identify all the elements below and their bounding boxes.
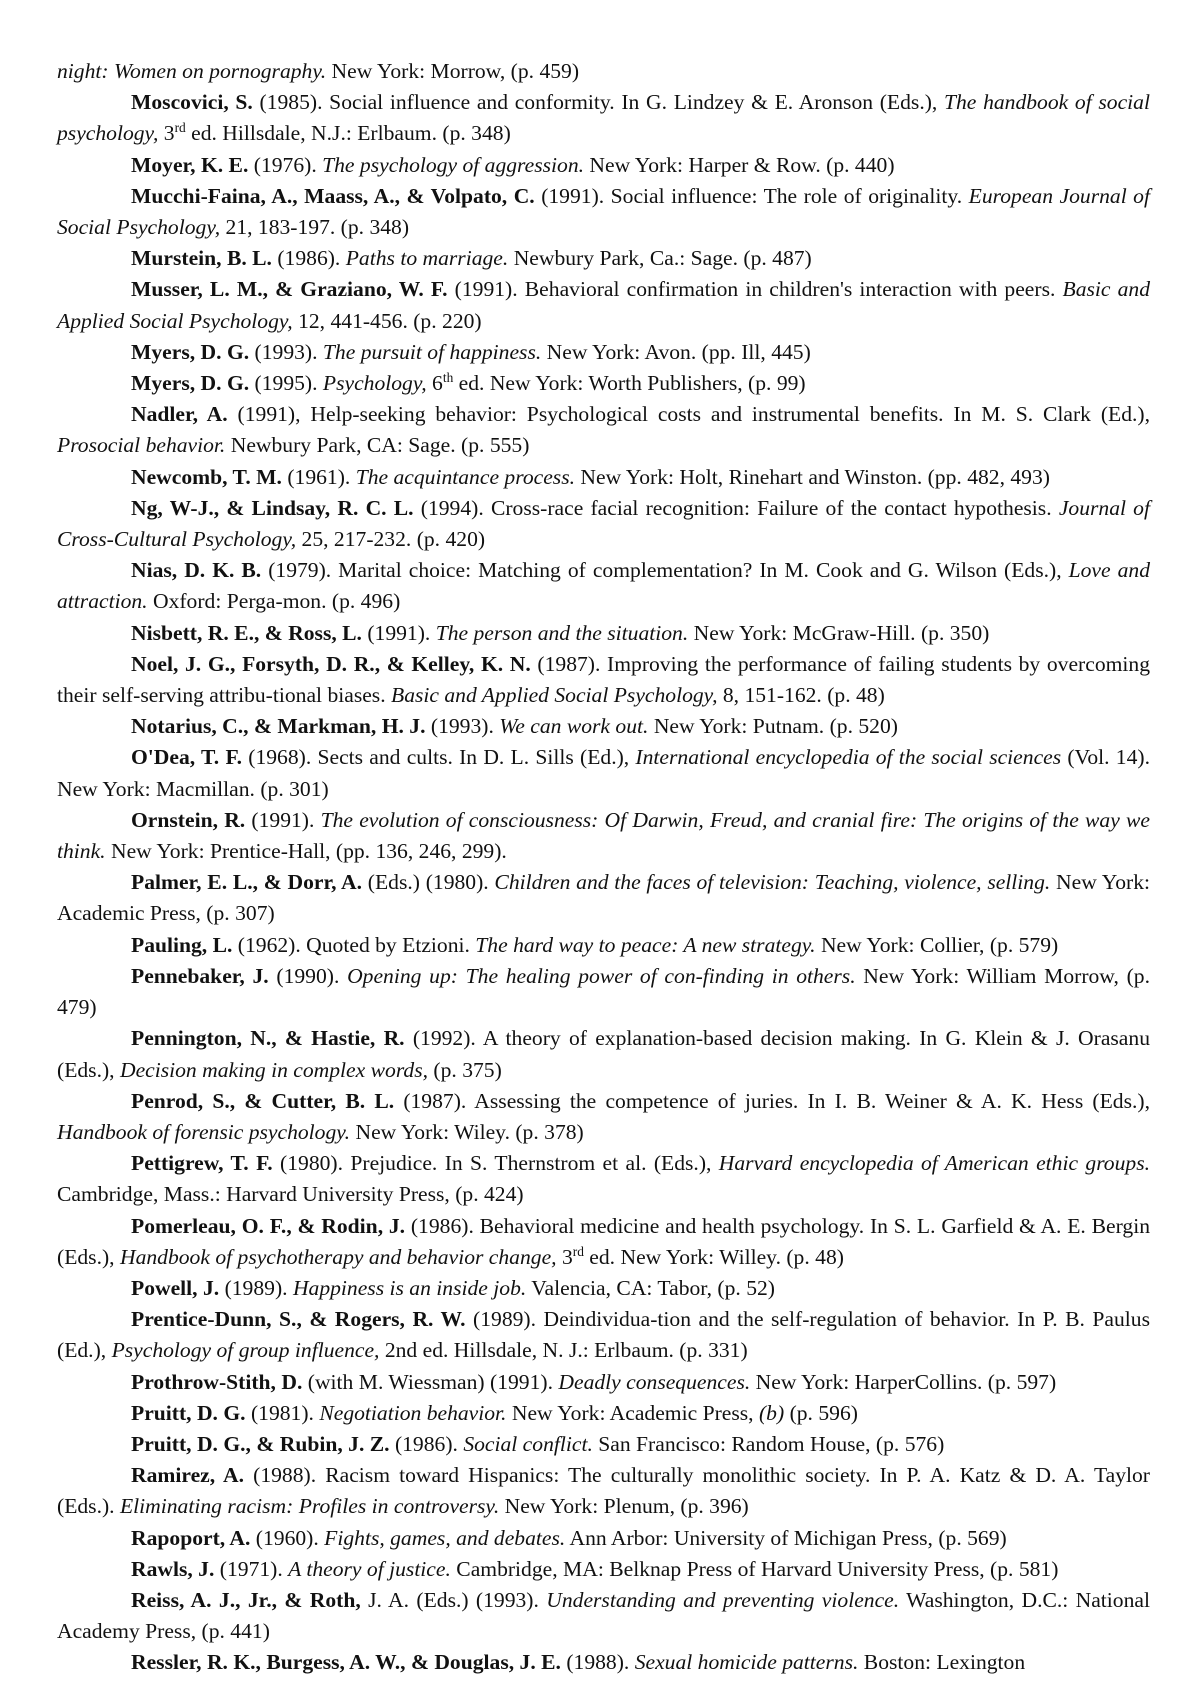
reference-authors: Powell, J. bbox=[131, 1275, 220, 1300]
reference-title: Fights, games, and debates. bbox=[324, 1525, 566, 1550]
reference-authors: Rapoport, A. bbox=[131, 1525, 251, 1550]
reference-entry bbox=[57, 337, 1150, 368]
reference-entry bbox=[57, 368, 1150, 399]
reference-entry bbox=[57, 742, 1150, 804]
reference-authors: Pauling, L. bbox=[131, 932, 233, 957]
reference-text: (1988). bbox=[560, 1650, 635, 1675]
reference-text: ed. New York: Willey. (p. 48) bbox=[583, 1244, 844, 1269]
reference-title: The handbook of social psychology, bbox=[57, 90, 1150, 146]
reference-title: Psychology, bbox=[322, 371, 427, 396]
reference-text: (1987). Improving the performance of failing students by overcoming their self-serving attribu-tional biases. bbox=[57, 651, 1150, 708]
reference-authors: Murstein, B. L. bbox=[131, 246, 272, 271]
reference-text: Washington, D.C.: National Academy Press, (p. 441) bbox=[57, 1587, 1150, 1644]
reference-authors: Nadler, A. bbox=[131, 402, 228, 427]
reference-text: ed. New York: Worth Publishers, (p. 99) bbox=[453, 371, 806, 396]
reference-title: Deadly consequences. bbox=[558, 1369, 751, 1394]
reference-title: (b) bbox=[758, 1400, 785, 1425]
reference-authors: Mucchi-Faina, A., Maass, A., & Volpato, C. bbox=[131, 183, 535, 208]
reference-entry bbox=[57, 711, 1150, 742]
reference-authors: Moyer, K. E. bbox=[131, 152, 249, 177]
reference-text: New York: Plenum, (p. 396) bbox=[499, 1494, 749, 1519]
reference-entry bbox=[57, 243, 1150, 274]
reference-text: Newbury Park, Ca.: Sage. (p. 487) bbox=[508, 246, 812, 271]
reference-entry bbox=[57, 462, 1150, 493]
reference-text: (Eds.) (1980). bbox=[362, 870, 495, 895]
reference-text: (1985). Social influence and conformity. In G. Lindzey & E. Aronson (Eds.), bbox=[252, 90, 944, 115]
reference-entry bbox=[57, 1148, 1150, 1210]
reference-entry bbox=[57, 87, 1150, 149]
reference-authors: Ng, W-J., & Lindsay, R. C. L. bbox=[131, 495, 414, 520]
reference-entry bbox=[57, 1554, 1150, 1585]
reference-authors: Reiss, A. J., Jr., & Roth, bbox=[131, 1587, 361, 1612]
reference-text: (1991). Social influence: The role of originality. bbox=[534, 183, 969, 208]
reference-entry bbox=[57, 555, 1150, 617]
reference-text: (1991). Behavioral confirmation in children's interaction with peers. bbox=[447, 277, 1063, 302]
reference-entry bbox=[57, 399, 1150, 461]
reference-authors: Pettigrew, T. F. bbox=[131, 1151, 273, 1176]
reference-title: We can work out. bbox=[499, 714, 649, 739]
reference-authors: Newcomb, T. M. bbox=[131, 464, 282, 489]
reference-text: (1994). Cross-race facial recognition: Failure of the contact hypothesis. bbox=[413, 495, 1059, 520]
reference-entry bbox=[57, 1367, 1150, 1398]
reference-title: Understanding and preventing violence. bbox=[546, 1587, 900, 1612]
reference-title: The evolution of consciousness: Of Darwin, Freud, and cranial fire: The origins of the way we think. bbox=[57, 807, 1150, 864]
reference-text: New York: Collier, (p. 579) bbox=[815, 932, 1059, 957]
reference-title: Paths to marriage. bbox=[345, 246, 509, 271]
reference-authors: Penrod, S., & Cutter, B. L. bbox=[131, 1088, 395, 1113]
reference-entry bbox=[57, 867, 1150, 929]
reference-text: Ann Arbor: University of Michigan Press, (p. 569) bbox=[565, 1525, 1007, 1550]
reference-entry bbox=[57, 1585, 1150, 1647]
reference-entry bbox=[57, 1647, 1150, 1678]
reference-text: New York: Holt, Rinehart and Winston. (pp. 482, 493) bbox=[575, 464, 1050, 489]
reference-entry bbox=[57, 1304, 1150, 1366]
reference-text: New York: Academic Press, bbox=[506, 1400, 759, 1425]
reference-authors: Pennebaker, J. bbox=[131, 963, 269, 988]
reference-text: Cambridge, Mass.: Harvard University Press, (p. 424) bbox=[57, 1182, 524, 1207]
reference-text: New York: Academic Press, (p. 307) bbox=[57, 870, 1150, 926]
reference-authors: Palmer, E. L., & Dorr, A. bbox=[131, 870, 363, 895]
reference-text: Valencia, CA: Tabor, (p. 52) bbox=[526, 1275, 775, 1300]
reference-text: (1986). bbox=[389, 1431, 464, 1456]
reference-title: Psychology of group influence, bbox=[111, 1338, 380, 1363]
reference-text: (1980). Prejudice. In S. Thernstrom et al. (Eds.), bbox=[272, 1151, 719, 1176]
reference-text: (1961). bbox=[281, 464, 356, 489]
reference-text: (1992). A theory of explanation-based decision making. In G. Klein & J. Orasanu (Eds.), bbox=[57, 1026, 1150, 1082]
reference-text: (1971). bbox=[214, 1556, 289, 1581]
reference-authors: Noel, J. G., Forsyth, D. R., & Kelley, K. N. bbox=[131, 651, 531, 676]
reference-text: 12, 441-456. (p. 220) bbox=[292, 308, 482, 333]
reference-entry bbox=[57, 1429, 1150, 1460]
reference-authors: Pruitt, D. G. bbox=[131, 1400, 246, 1425]
reference-text: 21, 183-197. (p. 348) bbox=[220, 215, 410, 240]
reference-text: (1986). Behavioral medicine and health psychology. In S. L. Garfield & A. E. Bergin (Eds.), bbox=[57, 1213, 1150, 1269]
reference-title: International encyclopedia of the social sciences bbox=[635, 745, 1062, 770]
reference-text: 6 bbox=[426, 371, 443, 396]
reference-entry bbox=[57, 1460, 1150, 1522]
reference-title: Harvard encyclopedia of American ethic groups. bbox=[718, 1151, 1150, 1176]
reference-text: (with M. Wiessman) (1991). bbox=[302, 1369, 559, 1394]
reference-text: (1991). bbox=[245, 807, 321, 832]
reference-entry bbox=[57, 805, 1150, 867]
reference-authors: Ornstein, R. bbox=[131, 807, 246, 832]
reference-title: Happiness is an inside job. bbox=[292, 1275, 527, 1300]
reference-title: Handbook of psychotherapy and behavior change, bbox=[119, 1244, 557, 1269]
reference-text: Newbury Park, CA: Sage. (p. 555) bbox=[225, 433, 530, 458]
reference-text: New York: William Morrow, (p. 479) bbox=[57, 963, 1150, 1020]
reference-title: Sexual homicide patterns. bbox=[634, 1650, 859, 1675]
reference-text: (1986). bbox=[271, 246, 346, 271]
reference-entry bbox=[57, 930, 1150, 961]
ordinal-suffix: rd bbox=[174, 120, 186, 136]
reference-text: (p. 375) bbox=[428, 1057, 502, 1082]
ordinal-suffix: th bbox=[442, 369, 454, 385]
reference-title: European Journal of Social Psychology, bbox=[57, 183, 1150, 240]
reference-text: (1960). bbox=[250, 1525, 325, 1550]
reference-title: Basic and Applied Social Psychology, bbox=[391, 683, 718, 708]
reference-title: The person and the situation. bbox=[435, 620, 689, 645]
reference-title: A theory of justice. bbox=[288, 1556, 451, 1581]
reference-authors: Pruitt, D. G., & Rubin, J. Z. bbox=[131, 1431, 390, 1456]
reference-text: (1993). bbox=[425, 714, 500, 739]
reference-entry bbox=[57, 181, 1150, 243]
reference-entry bbox=[57, 649, 1150, 711]
reference-authors: Myers, D. G. bbox=[131, 371, 250, 396]
reference-title: Negotiation behavior. bbox=[319, 1400, 507, 1425]
reference-text: (1991). bbox=[361, 620, 436, 645]
reference-text: (1979). Marital choice: Matching of complementation? In M. Cook and G. Wilson (Eds.), bbox=[261, 558, 1069, 583]
reference-text: (1990). bbox=[268, 963, 348, 988]
reference-text: New York: Putnam. (p. 520) bbox=[648, 714, 898, 739]
reference-text: (1989). Deindividua-tion and the self-regulation of behavior. In P. B. Paulus (Ed.), bbox=[57, 1307, 1150, 1363]
ordinal-suffix: rd bbox=[572, 1243, 584, 1259]
reference-title: The hard way to peace: A new strategy. bbox=[475, 932, 816, 957]
reference-title: Opening up: The healing power of con-finding in others. bbox=[347, 963, 856, 988]
reference-entry bbox=[57, 1086, 1150, 1148]
reference-authors: Notarius, C., & Markman, H. J. bbox=[131, 714, 426, 739]
reference-title: The pursuit of happiness. bbox=[322, 339, 542, 364]
reference-text: New York: Prentice-Hall, (pp. 136, 246, 299). bbox=[105, 839, 507, 864]
reference-text: 8, 151-162. (p. 48) bbox=[717, 683, 885, 708]
reference-text: San Francisco: Random House, (p. 576) bbox=[592, 1431, 945, 1456]
reference-title: Journal of Cross-Cultural Psychology, bbox=[57, 495, 1150, 552]
reference-entry bbox=[57, 1523, 1150, 1554]
reference-text: 25, 217-232. (p. 420) bbox=[296, 527, 486, 552]
reference-authors: Prentice-Dunn, S., & Rogers, R. W. bbox=[131, 1307, 466, 1332]
reference-authors: Pennington, N., & Hastie, R. bbox=[131, 1026, 405, 1051]
reference-entry bbox=[57, 1398, 1150, 1429]
reference-entry bbox=[57, 1273, 1150, 1304]
reference-authors: Ramirez, A. bbox=[131, 1463, 245, 1488]
reference-authors: Moscovici, S. bbox=[131, 90, 253, 115]
reference-title: Children and the faces of television: Teaching, violence, selling. bbox=[494, 870, 1051, 895]
reference-text: (1988). Racism toward Hispanics: The culturally monolithic society. In P. A. Katz & D. A. Taylor (Eds.). bbox=[57, 1463, 1150, 1519]
reference-text: Oxford: Perga-mon. (p. 496) bbox=[147, 589, 401, 614]
reference-title: Decision making in complex words, bbox=[119, 1057, 429, 1082]
reference-entry bbox=[57, 1211, 1150, 1273]
reference-text: (1991), Help-seeking behavior: Psychological costs and instrumental benefits. In M. S. Clark (Ed.), bbox=[227, 402, 1151, 427]
reference-title: The psychology of aggression. bbox=[322, 152, 585, 177]
reference-text: New York: HarperCollins. (p. 597) bbox=[750, 1369, 1057, 1394]
reference-entry bbox=[57, 150, 1150, 181]
reference-title: night: Women on pornography. bbox=[57, 59, 327, 83]
reference-text: New York: Harper & Row. (p. 440) bbox=[584, 152, 895, 177]
reference-text: ed. Hillsdale, N.J.: Erlbaum. (p. 348) bbox=[185, 121, 511, 146]
reference-title: Basic and Applied Social Psychology, bbox=[57, 277, 1150, 333]
reference-text: (1989). bbox=[219, 1275, 293, 1300]
reference-text: (1976). bbox=[248, 152, 323, 177]
reference-text: (p. 596) bbox=[784, 1400, 858, 1425]
reference-entry bbox=[57, 961, 1150, 1023]
reference-title: Eliminating racism: Profiles in controversy. bbox=[119, 1494, 500, 1519]
reference-authors: Ressler, R. K., Burgess, A. W., & Douglas, J. E. bbox=[131, 1650, 561, 1675]
reference-text: New York: Wiley. (p. 378) bbox=[350, 1119, 584, 1144]
reference-entry bbox=[57, 1023, 1150, 1085]
reference-authors: Pomerleau, O. F., & Rodin, J. bbox=[131, 1213, 406, 1238]
reference-text: Cambridge, MA: Belknap Press of Harvard University Press, (p. 581) bbox=[450, 1556, 1059, 1581]
reference-authors: Musser, L. M., & Graziano, W. F. bbox=[131, 277, 448, 302]
reference-authors: Rawls, J. bbox=[131, 1556, 215, 1581]
reference-text: (1962). Quoted by Etzioni. bbox=[232, 932, 476, 957]
reference-title: Prosocial behavior. bbox=[57, 433, 226, 458]
reference-text: (1968). Sects and cults. In D. L. Sills (Ed.), bbox=[242, 745, 636, 770]
reference-text: (1987). Assessing the competence of juries. In I. B. Weiner & A. K. Hess (Eds.), bbox=[394, 1088, 1150, 1113]
reference-text: J. A. (Eds.) (1993). bbox=[360, 1587, 547, 1612]
reference-text: (1993). bbox=[249, 339, 323, 364]
reference-entry bbox=[57, 56, 1150, 87]
reference-entry bbox=[57, 618, 1150, 649]
reference-title: Love and attraction. bbox=[57, 558, 1150, 614]
reference-text: Boston: Lexington bbox=[858, 1650, 1026, 1675]
reference-text: New York: McGraw-Hill. (p. 350) bbox=[688, 620, 990, 645]
reference-text: 3 bbox=[158, 121, 175, 146]
reference-list bbox=[57, 56, 1150, 1679]
reference-entry bbox=[57, 274, 1150, 336]
reference-title: The acquintance process. bbox=[355, 464, 575, 489]
reference-title: Handbook of forensic psychology. bbox=[57, 1119, 351, 1144]
reference-title: Social conflict. bbox=[463, 1431, 593, 1456]
reference-text: New York: Morrow, (p. 459) bbox=[326, 59, 580, 83]
reference-authors: Nisbett, R. E., & Ross, L. bbox=[131, 620, 362, 645]
reference-authors: Prothrow-Stith, D. bbox=[131, 1369, 303, 1394]
reference-text: 2nd ed. Hillsdale, N. J.: Erlbaum. (p. 331) bbox=[379, 1338, 748, 1363]
reference-text: (1995). bbox=[249, 371, 323, 396]
reference-text: (Vol. 14). New York: Macmillan. (p. 301) bbox=[57, 745, 1150, 801]
reference-text: (1981). bbox=[245, 1400, 320, 1425]
reference-text: New York: Avon. (pp. Ill, 445) bbox=[541, 339, 811, 364]
reference-text: 3 bbox=[556, 1244, 573, 1269]
reference-authors: Nias, D. K. B. bbox=[131, 558, 262, 583]
reference-authors: Myers, D. G. bbox=[131, 339, 250, 364]
reference-entry bbox=[57, 493, 1150, 555]
reference-authors: O'Dea, T. F. bbox=[131, 745, 243, 770]
